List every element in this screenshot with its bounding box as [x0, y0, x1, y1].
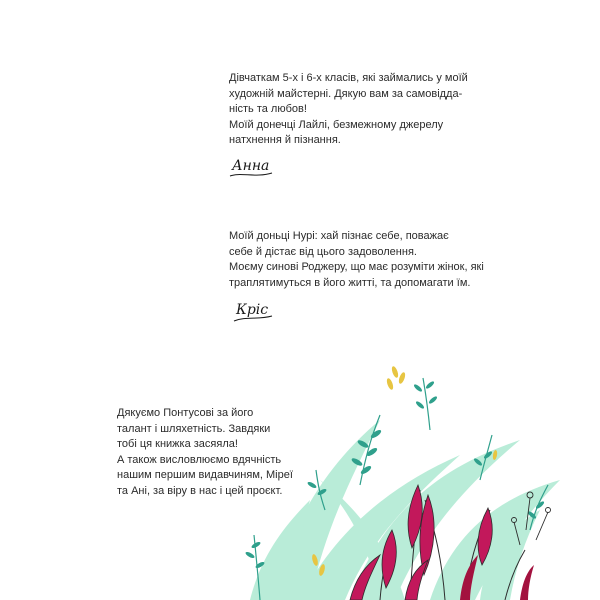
acknowledgement-line: нашим першим видавчиням, Міреї — [117, 469, 293, 481]
dedication-anna — [229, 71, 468, 149]
signature-kris — [236, 302, 268, 318]
signature-text: Анна — [232, 158, 270, 174]
dedication-line: ність та любов! — [229, 103, 307, 115]
dedication-line: траплятимуться в його житті, та допомагати їм. — [229, 276, 471, 289]
acknowledgement-line: талант і шляхетність. Завдяки — [117, 422, 271, 435]
signature-underline-icon — [232, 314, 274, 324]
signature-underline-icon — [228, 170, 274, 180]
wildflowers-grass-illustration — [230, 360, 570, 600]
dedication-kris — [229, 229, 484, 291]
acknowledgement-line: та Ані, за віру в нас і цей проєкт. — [117, 484, 283, 497]
acknowledgement-line: А також висловлюємо вдячність — [117, 453, 282, 466]
acknowledgement-line: Дякуємо Понтусові за його — [117, 407, 254, 419]
dedication-line: Моєму синові Роджеру, що має розуміти жінок, які — [229, 261, 484, 273]
dedication-line: Дівчаткам 5-х і 6-х класів, які займались у моїй — [229, 72, 468, 84]
signature-text: Кріс — [236, 302, 269, 318]
dedication-line: художній майстерні. Дякую вам за самовідда- — [229, 87, 463, 100]
dedication-line: Моїй донечці Лайлі, безмежному джерелу — [229, 118, 444, 131]
dedication-line: себе й дістає від цього задоволення. — [229, 245, 417, 258]
acknowledgement-line: тобі ця книжка засяяла! — [117, 438, 238, 450]
dedication-line: натхнення й пізнання. — [229, 134, 341, 146]
dedication-line: Моїй доньці Нурі: хай пізнає себе, поважає — [229, 230, 449, 242]
signature-anna — [232, 158, 269, 174]
